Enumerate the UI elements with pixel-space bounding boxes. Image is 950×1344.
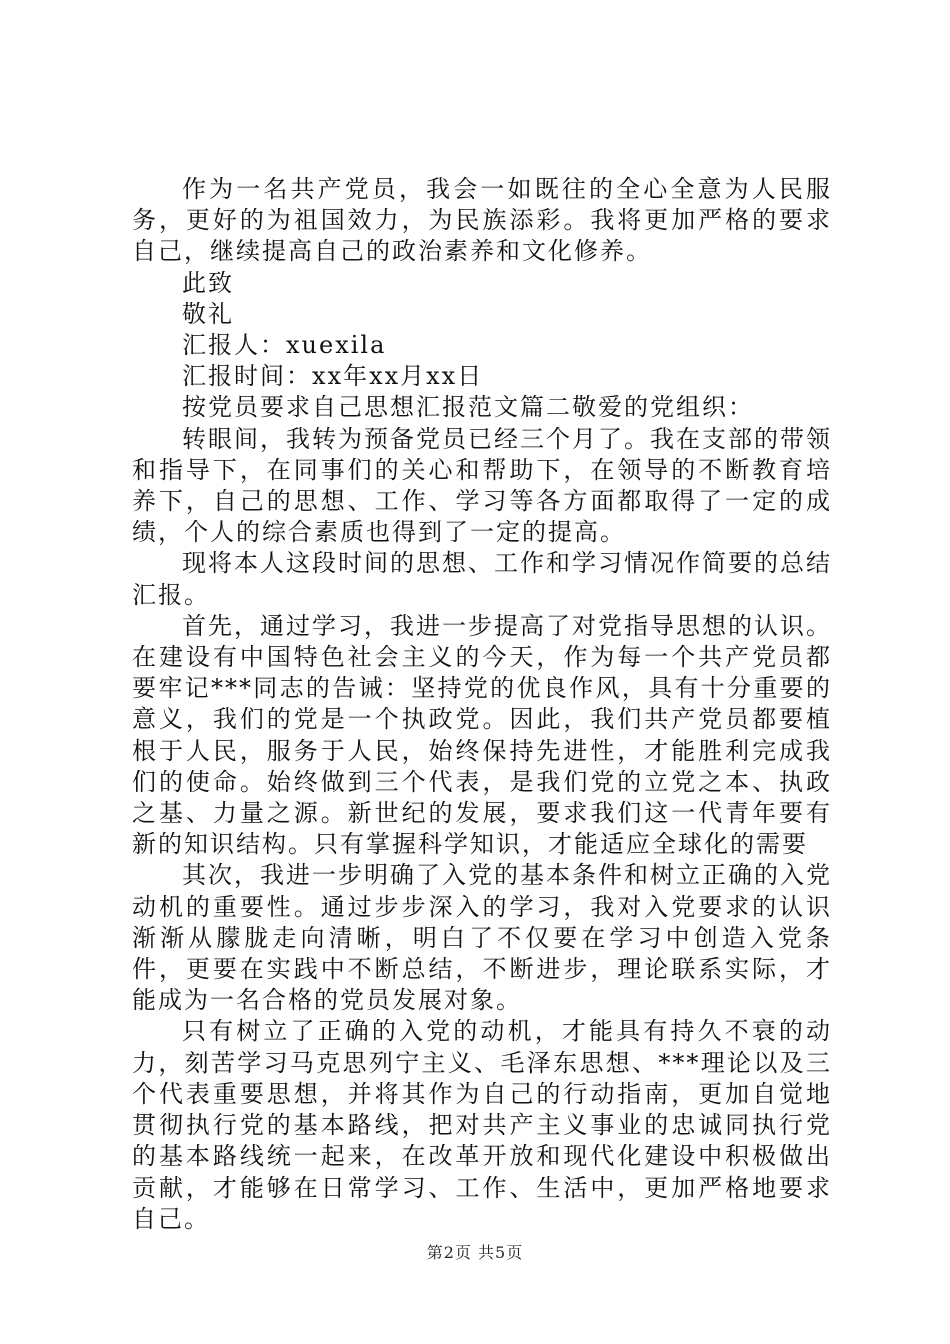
- report-date-line: 汇报时间：xx年xx月xx日: [182, 362, 484, 391]
- document-body: [132, 174, 832, 1235]
- paragraph-first-point: 首先，通过学习，我进一步提高了对党指导思想的认识。在建设有中国特色社会主义的今天，作为每一个共产党员都要牢记***同志的告诫：坚持党的优良作风，具有十分重要的意义，我们的党是一个执政党。因此，我们共产党员都要植根于人民，服务于人民，始终保持先进性，才能胜利完成我们的使命。始终做到三个代表，是我们党的立党之本、执政之基、力量之源。新世纪的发展，要求我们这一代青年要有新的知识结构。只有掌握科学知识，才能适应全球化的需要: [132, 611, 832, 859]
- paragraph-closing-statement: 作为一名共产党员，我会一如既往的全心全意为人民服务，更好的为祖国效力，为民族添彩。我将更加严格的要求自己，继续提高自己的政治素养和文化修养。: [132, 175, 832, 266]
- section-heading-line: 按党员要求自己思想汇报范文篇二敬爱的党组织：: [182, 393, 754, 422]
- paragraph-third-point: 只有树立了正确的入党的动机，才能具有持久不衰的动力，刻苦学习马克思列宁主义、毛泽东思想、***理论以及三个代表重要思想，并将其作为自己的行动指南，更加自觉地贯彻执行党的基本路线，把对共产主义事业的忠诚同执行党的基本路线统一起来，在改革开放和现代化建设中积极做出贡献，才能够在日常学习、工作、生活中，更加严格地要求自己。: [132, 1017, 832, 1233]
- salutation-jingli: 敬礼: [182, 299, 234, 328]
- reporter-line: 汇报人：xuexila: [182, 331, 387, 360]
- paragraph-summary-lead: 现将本人这段时间的思想、工作和学习情况作简要的总结汇报。: [132, 549, 832, 609]
- salutation-cizhi: 此致: [182, 268, 234, 297]
- paragraph-second-point: 其次，我进一步明确了入党的基本条件和树立正确的入党动机的重要性。通过步步深入的学习，我对入党要求的认识渐渐从朦胧走向清晰，明白了不仅要在学习中创造入党条件，更要在实践中不断总结，不断进步，理论联系实际，才能成为一名合格的党员发展对象。: [132, 861, 832, 1015]
- paragraph-intro: 转眼间，我转为预备党员已经三个月了。我在支部的带领和指导下，在同事们的关心和帮助下，在领导的不断教育培养下，自己的思想、工作、学习等各方面都取得了一定的成绩，个人的综合素质也得到了一定的提高。: [132, 424, 832, 547]
- page-number-footer: 第2页 共5页: [426, 1243, 524, 1262]
